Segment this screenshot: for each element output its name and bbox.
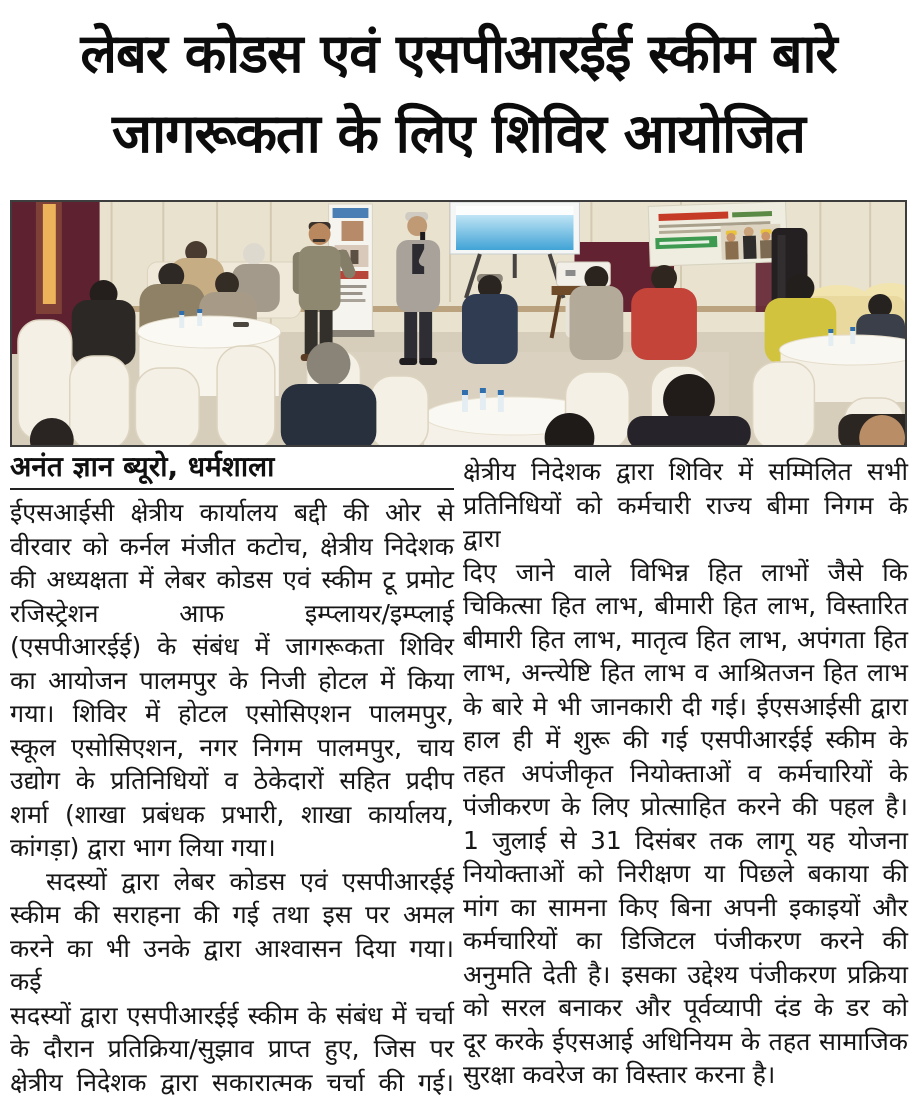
byline: अनंत ज्ञान ब्यूरो, धर्मशाला [10, 450, 454, 484]
byline-rule [10, 488, 454, 490]
article-column-left [10, 450, 454, 1099]
article-line: के दौरान प्रतिक्रिया/सुझाव प्राप्त हुए, जिस पर [10, 1032, 454, 1066]
article-line: करने का भी उनके द्वारा आश्वासन दिया गया। कई [10, 932, 454, 999]
article-line: सदस्यों द्वारा एसपीआरईई स्कीम के संबंध में चर्चा [10, 999, 454, 1033]
article-line: हाल ही में शुरू की गई एसपीआरईई स्कीम के [463, 723, 908, 757]
article-line: नियोक्ताओं को निरीक्षण या पिछले बकाया की [463, 857, 908, 891]
seminar-photo-illustration [12, 202, 905, 445]
article-line: चिकित्सा हित लाभ, बीमारी हित लाभ, विस्तारित [463, 589, 908, 623]
column-right-lines [463, 455, 908, 1092]
article-line: अनुमति देती है। इसका उद्देश्य पंजीकरण प्रक्रिया [463, 958, 908, 992]
article-line: गया। शिविर में होटल एसोसिएशन पालमपुर, [10, 697, 454, 731]
article-line: प्रतिनिधियों को कर्मचारी राज्य बीमा निगम के द्वारा [463, 489, 908, 556]
article-line: वीरवार को कर्नल मंजीत कटोच, क्षेत्रीय निदेशक [10, 530, 454, 564]
article-line: कांगड़ा) द्वारा भाग लिया गया। [10, 831, 454, 865]
article-line: ईएसआईसी क्षेत्रीय कार्यालय बद्दी की ओर से [10, 496, 454, 530]
wall-banner [648, 202, 787, 266]
headline-line-2: जागरूकता के लिए शिविर आयोजित [0, 94, 917, 174]
article-line: क्षेत्रीय निदेशक द्वारा शिविर में सम्मिलित सभी [463, 455, 908, 489]
article-line: दूर करके ईएसआई अधिनियम के तहत सामाजिक [463, 1025, 908, 1059]
article-line: सदस्यों द्वारा लेबर कोडस एवं एसपीआरईई [10, 865, 454, 899]
column-left-lines [10, 496, 454, 1099]
article-line: कर्मचारियों का डिजिटल पंजीकरण करने की [463, 924, 908, 958]
headline-line-1: लेबर कोडस एवं एसपीआरईई स्कीम बारे [0, 14, 917, 94]
article-line: 1 जुलाई से 31 दिसंबर तक लागू यह योजना [463, 824, 908, 858]
article-line: क्षेत्रीय निदेशक द्वारा सकारात्मक चर्चा की गई। [10, 1066, 454, 1099]
article-line: को सरल बनाकर और पूर्वव्यापी दंड के डर को [463, 991, 908, 1025]
article-line: उद्योग के प्रतिनिधियों व ठेकेदारों सहित प्रदीप [10, 764, 454, 798]
article-line: मांग का सामना किए बिना अपनी इकाइयों और [463, 891, 908, 925]
article-line: की अध्यक्षता में लेबर कोडस एवं स्कीम टू प्रमोट [10, 563, 454, 597]
article-line: रजिस्ट्रेशन आफ इम्प्लायर/इम्प्लाई [10, 597, 454, 631]
article-line: पंजीकरण के लिए प्रोत्साहित करने की पहल है। [463, 790, 908, 824]
article-line: बीमारी हित लाभ, मातृत्व हित लाभ, अपंगता हित [463, 623, 908, 657]
article-line: स्कूल एसोसिएशन, नगर निगम पालमपुर, चाय [10, 731, 454, 765]
article-line: दिए जाने वाले विभिन्न हित लाभों जैसे कि [463, 556, 908, 590]
article-line: सुरक्षा कवरेज का विस्तार करना है। [463, 1058, 908, 1092]
article-photo [10, 200, 907, 447]
article-line: का आयोजन पालमपुर के निजी होटल में किया [10, 664, 454, 698]
article-line: तहत अपंजीकृत नियोक्ताओं व कर्मचारियों के [463, 757, 908, 791]
wall-light-strip [43, 204, 56, 304]
article-line: लाभ, अन्त्येष्टि हित लाभ व आश्रितजन हित लाभ [463, 656, 908, 690]
article-line: शर्मा (शाखा प्रबंधक प्रभारी, शाखा कार्यालय, [10, 798, 454, 832]
article-line: स्कीम की सराहना की गई तथा इस पर अमल [10, 898, 454, 932]
article-line: (एसपीआरईई) के संबंध में जागरूकता शिविर [10, 630, 454, 664]
article-column-right [463, 455, 908, 1092]
headline [0, 14, 917, 174]
article-line: के बारे मे भी जानकारी दी गई। ईएसआईसी द्वारा [463, 690, 908, 724]
